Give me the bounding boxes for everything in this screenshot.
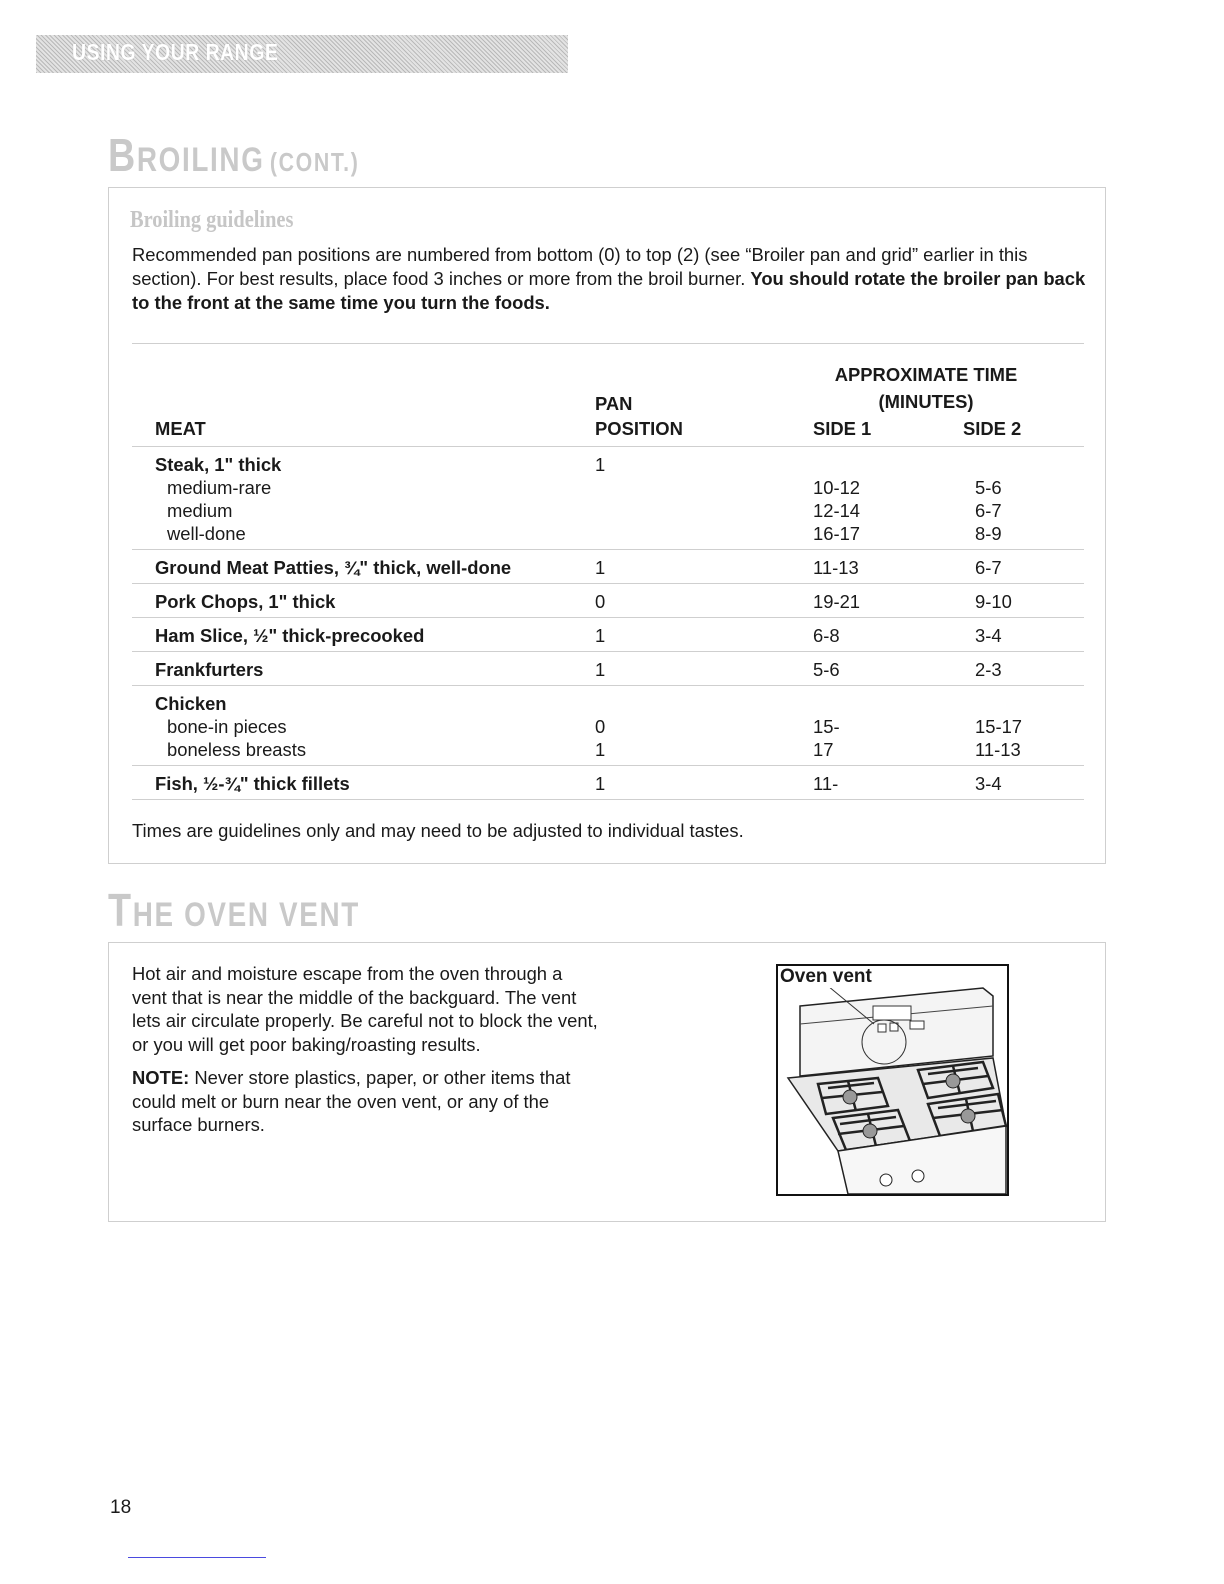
sub-cell-meat: medium xyxy=(167,500,233,521)
cell-meat: Chicken xyxy=(155,693,227,714)
broiling-title: BROILING (CONT.) xyxy=(108,129,360,181)
oven-vent-label: Oven vent xyxy=(780,966,872,987)
cell-pan: 1 xyxy=(595,454,606,475)
cell-side2: 3-4 xyxy=(975,625,1002,646)
sub-cell-pan xyxy=(595,499,801,522)
sub-cell-side1: 12-14 xyxy=(813,500,861,521)
footer-rule xyxy=(128,1557,266,1558)
col-pan-header-1: PAN xyxy=(595,393,633,414)
sub-cell-side1: 15- xyxy=(813,716,840,737)
sub-cell-pan xyxy=(595,476,801,499)
sub-cell-side1: 16-17 xyxy=(813,523,861,544)
range-drawing xyxy=(778,966,1007,1194)
table-row xyxy=(132,766,1084,800)
oven-vent-title: THE OVEN VENT xyxy=(108,884,360,936)
cell-side2: 3-4 xyxy=(975,773,1002,794)
sub-cell-meat: bone-in pieces xyxy=(167,716,287,737)
table-row xyxy=(132,550,1084,584)
section-banner xyxy=(36,35,568,73)
sub-cell-pan: 0 xyxy=(595,716,606,737)
sub-cell-side2: 5-6 xyxy=(975,477,1002,498)
broiling-guidelines-title: Broiling guidelines xyxy=(130,207,294,233)
table-row xyxy=(132,618,1084,652)
cell-side1 xyxy=(801,692,963,715)
col-meat-header: MEAT xyxy=(155,418,206,439)
table-row xyxy=(132,447,1084,550)
sub-cell-side2: 8-9 xyxy=(975,523,1002,544)
broiling-intro: Recommended pan positions are numbered from bottom (0) to top (2) (see “Broiler pan and grid” earlier in this section). For best results, place food 3 inches or more from the broil burner. You should rotate the broiler pan back to the front at the same time you turn the foods. xyxy=(132,244,1086,313)
cell-side1 xyxy=(801,453,963,476)
sub-cell-meat: well-done xyxy=(167,523,246,544)
sub-cell-side2: 6-7 xyxy=(975,500,1002,521)
cell-side1: 5-6 xyxy=(813,659,840,680)
sub-cell-meat: medium-rare xyxy=(167,477,272,498)
col-side1-header: SIDE 1 xyxy=(813,418,872,439)
cell-meat: Fish, ½-¾" thick fillets xyxy=(155,773,350,794)
oven-vent-text xyxy=(132,962,602,1147)
cell-meat: Ground Meat Patties, ¾" thick, well-done xyxy=(155,557,512,578)
sub-cell-pan: 1 xyxy=(595,739,606,760)
cell-side1: 19-21 xyxy=(813,591,861,612)
banner-label: USING YOUR RANGE xyxy=(72,39,279,65)
cell-meat: Steak, 1" thick xyxy=(155,454,282,475)
table-row xyxy=(132,584,1084,618)
col-time-header-1: APPROXIMATE TIME xyxy=(834,364,1018,385)
oven-vent-paragraph: Hot air and moisture escape from the oven through a vent that is near the middle of the backguard. The vent lets air circulate properly. Be careful not to block the vent, or you will get poor baking/roasting results. xyxy=(132,963,598,1055)
sub-cell-side1: 17 xyxy=(813,739,834,760)
table-row xyxy=(132,652,1084,686)
cell-pan: 1 xyxy=(595,773,606,794)
range-illustration xyxy=(776,964,1009,1196)
sub-cell-side2: 11-13 xyxy=(975,739,1021,760)
sub-cell-meat: boneless breasts xyxy=(167,739,307,760)
cell-meat: Frankfurters xyxy=(155,659,264,680)
col-pan-header-2: POSITION xyxy=(595,418,683,439)
cell-meat: Ham Slice, ½" thick-precooked xyxy=(155,625,425,646)
cell-side2: 6-7 xyxy=(975,557,1002,578)
table-header xyxy=(132,344,1084,447)
broiling-footnote: Times are guidelines only and may need to be adjusted to individual tastes. xyxy=(132,820,744,841)
cell-pan: 1 xyxy=(595,625,606,646)
sub-cell-side1: 10-12 xyxy=(813,477,861,498)
cell-side1: 6-8 xyxy=(813,625,840,646)
cell-side1: 11- xyxy=(813,773,839,794)
table-row xyxy=(132,686,1084,766)
cell-side1: 11-13 xyxy=(813,557,859,578)
cell-pan: 1 xyxy=(595,557,606,578)
sub-cell-side2: 15-17 xyxy=(975,716,1023,737)
cell-side2: 2-3 xyxy=(975,659,1002,680)
oven-vent-note: NOTE: Never store plastics, paper, or other items that could melt or burn near the oven vent, or any of the surface burners. xyxy=(132,1067,571,1135)
sub-cell-pan xyxy=(595,522,801,545)
col-side2-header: SIDE 2 xyxy=(963,418,1022,439)
cell-side2 xyxy=(963,453,1084,476)
col-time-header-2: (MINUTES) xyxy=(878,391,974,412)
cell-meat: Pork Chops, 1" thick xyxy=(155,591,336,612)
cell-pan: 1 xyxy=(595,659,606,680)
page-number: 18 xyxy=(110,1497,132,1518)
cell-pan: 0 xyxy=(595,591,606,612)
cell-side2 xyxy=(963,692,1084,715)
broiling-table xyxy=(132,343,1084,800)
cell-side2: 9-10 xyxy=(975,591,1012,612)
cell-pan xyxy=(595,692,801,715)
